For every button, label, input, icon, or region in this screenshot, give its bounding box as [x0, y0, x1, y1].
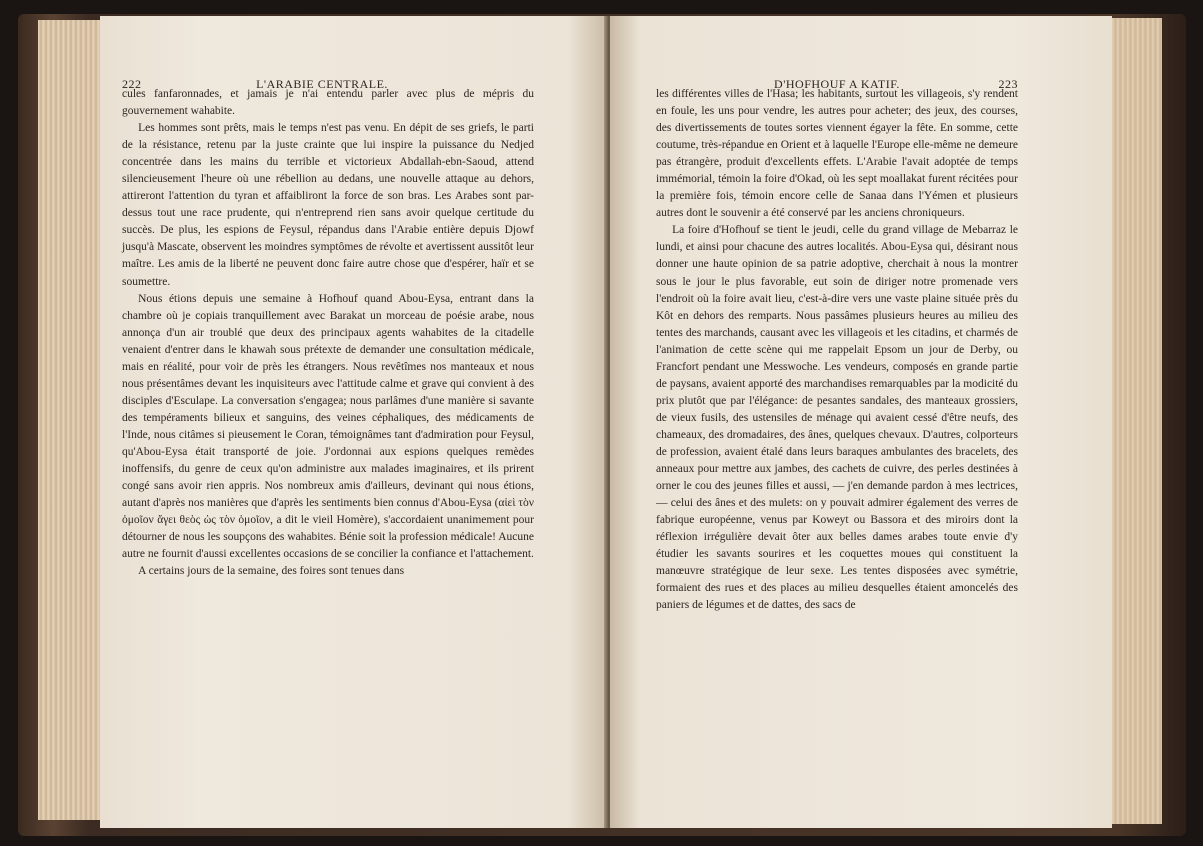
right-paragraph-2: La foire d'Hofhouf se tient le jeudi, celle du grand village de Mebarraz le lundi, et ainsi pour chacune des autres localités. Abou-Eysa qui, désirant nous donner une haute opinion de sa patrie adoptive, cherchait à nous la montrer sous le jour le plus favorable, eut soin de diriger notre promenade vers l'endroit où la foire avait lieu, c'est-à-dire vers une vaste plaine située près du Kôt en dehors des remparts. Nous passâmes plusieurs heures au milieu des tentes des marchands, causant avec les villageois et les citadins, et charmés de l'animation de cette scène qui me rappelait Epsom un jour de Derby, ou Francfort pendant une Messwoche. Les vendeurs, composés en grande partie de paysans, avaient apporté des marchandises remarquables par la modicité du prix plutôt que par l'élégance: de pesantes sandales, des manteaux grossiers, de vieux fusils, des ustensiles de ménage qui avaient cessé d'être neufs, des chameaux, des dromadaires, des ânes, quelques chevaux. D'autres, colporteurs de profession, avaient étalé dans leurs baraques ambulantes des bracelets, des anneaux pour mettre aux jambes, des cachets de cuivre, des perles destinées à orner le cou des jeunes filles et aussi, — j'en demande pardon à mes lectrices, — celui des ânes et des mulets: on y pouvait admirer également des verres de fabrique européenne, venus par Koweyt ou Bassora et des miroirs dont la réflexion irrégulière devait ôter aux belles dames arabes toute envie d'y étudier les savants sourires et les coquettes moues qui constituent la manœuvre stratégique de leur sexe. Les tentes disposées avec symétrie, formaient des rues et des places au milieu desquelles étaient amoncelés des paniers de légumes et de dattes, des sacs de	[656, 224, 1018, 612]
right-running-title: D'HOFHOUF A KATIF.	[774, 77, 900, 91]
left-page-number: 222	[122, 77, 142, 91]
right-page	[610, 16, 1112, 828]
right-page-number: 223	[998, 77, 1018, 91]
left-paragraph-4: A certains jours de la semaine, des foires sont tenues dans	[138, 565, 405, 578]
left-running-title: L'ARABIE CENTRALE.	[256, 77, 388, 91]
right-page-text	[656, 86, 1018, 614]
left-paragraph-2: Les hommes sont prêts, mais le temps n'est pas venu. En dépit de ses griefs, le parti de la résistance, retenu par la juste crainte que lui inspire la puissance du Nedjed concentrée dans les mains du terrible et victorieux Abdallah-ebn-Saoud, attend silencieusement l'heure où une rébellion au dedans, une nouvelle attaque au dehors, attireront l'attention du tyran et affaibliront la force de son bras. Les Arabes sont par-dessus tout une race prudente, qui n'entreprend rien sans avoir quelque certitude du succès. De plus, les espions de Feysul, répandus dans l'Arabie entière depuis Djowf jusqu'à Mascate, observent les moindres symptômes de révolte et avertissent aussitôt leur maître. Les amis de la liberté ne peuvent donc faire autre chose que d'espérer, haïr et se soumettre.	[122, 122, 534, 288]
right-paragraph-1: les différentes villes de l'Hasa; les habitants, surtout les villageois, s'y rendent en foule, les uns pour vendre, les autres pour acheter; des jeux, des courses, des divertissements de toutes sortes viennent égayer la fête. En somme, cette coutume, très-répandue en Orient et à laquelle l'Europe elle-même ne demeure pas étrangère, produit d'excellents effets. L'Arabie l'avait adoptée de temps immémorial, témoin la foire d'Okad, où les sept moallakat furent récitées pour la première fois, témoin encore celle de Sanaa dans l'Yémen et plusieurs autres dont le souvenir a été conservé par les anciens chroniqueurs.	[656, 88, 1018, 220]
left-page-text	[122, 86, 534, 580]
left-paragraph-1: cules fanfaronnades, et jamais je n'ai entendu parler avec plus de mépris du gouvernement wahabite.	[122, 88, 534, 118]
right-page-edges	[1108, 18, 1162, 824]
left-paragraph-3: Nous étions depuis une semaine à Hofhouf quand Abou-Eysa, entrant dans la chambre où je copiais tranquillement avec Barakat un morceau de poésie arabe, nous annonça d'un air troublé que deux des principaux agents wahabites de la citadelle venaient d'entrer dans le khawah sous prétexte de demander une consultation médicale, mais en réalité, pour voir de près les étrangers. Nous revêtîmes nos manteaux et nous nous présentâmes devant les inquisiteurs avec l'attitude calme et grave qui convient à des disciples d'Esculape. La conversation s'engagea; nous parlâmes d'une manière si savante des tempéraments bilieux et sanguins, des veines céphaliques, des médicaments de l'Inde, nous citâmes si pieusement le Coran, témoignâmes tant d'admiration pour Feysul, qu'Abou-Eysa était transporté de joie. J'ordonnai aux espions quelques remèdes inoffensifs, du genre de ceux qu'on administre aux malades imaginaires, et ils prirent congé sans avoir rien appris. Nos nombreux amis d'ailleurs, devinant qui nous étions, autant d'après nos manières que d'après les sentiments bien connus d'Abou-Eysa (αἰεὶ τὸν ὁμοῖον ἄγει θεὸς ὡς τὸν ὁμοῖον, a dit le vieil Homère), s'accordaient unanimement pour détourner de nous les soupçons des wahabites. Bénie soit la profession médicale! Aucune autre ne fournit d'aussi excellentes occasions de se concilier la confiance et l'attachement.	[122, 292, 534, 561]
left-page-edges	[38, 20, 104, 820]
left-page	[100, 16, 608, 828]
